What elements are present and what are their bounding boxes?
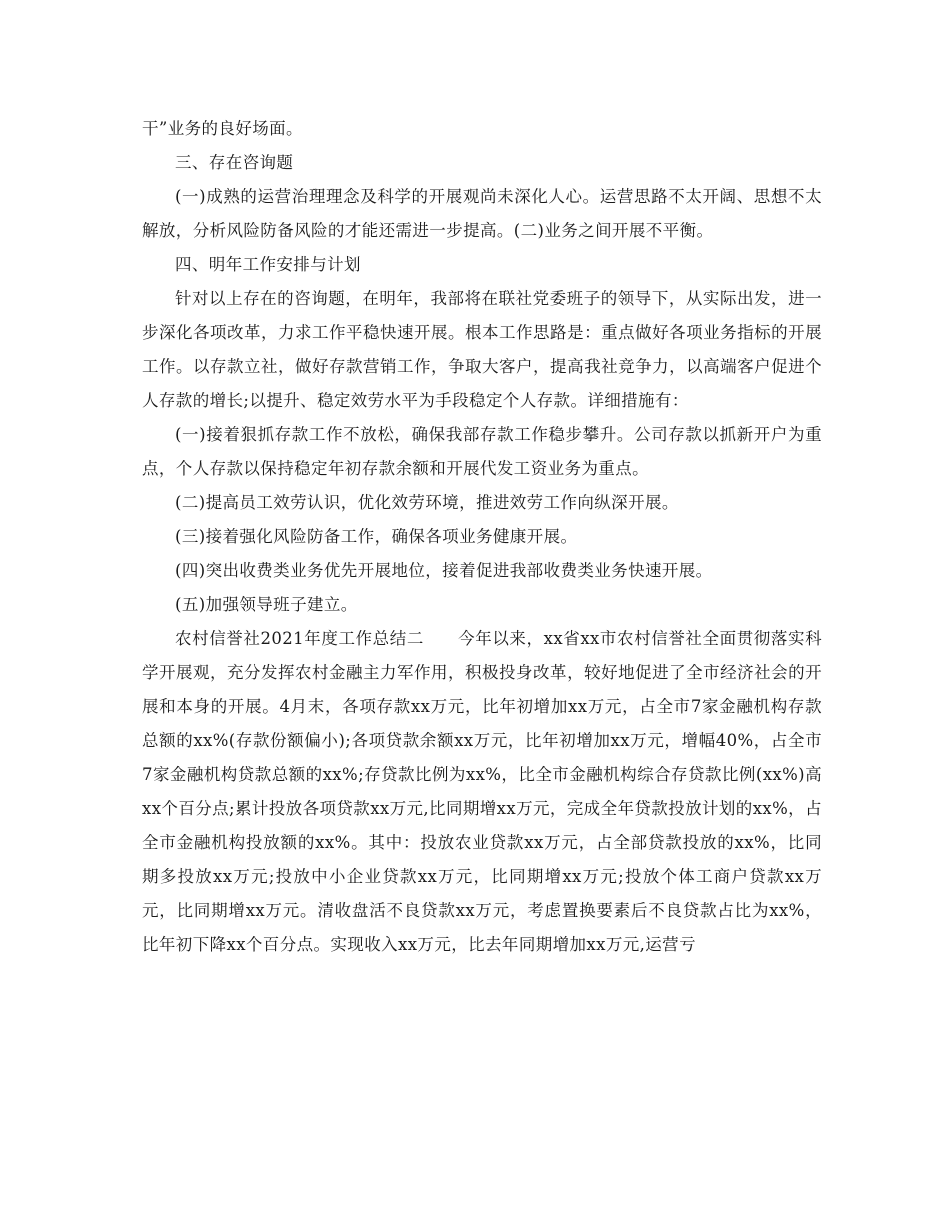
paragraph-summary-two: 农村信誉社2021年度工作总结二 今年以来，xx省xx市农村信誉社全面贯彻落实科学开展观，充分发挥农村金融主力军作用，积极投身改革，较好地促进了全市经济社会的开展和本身的开展。4月末，各项存款xx万元，比年初增加xx万元，占全市7家金融机构存款总额的xx%(存款份额偏小);各项贷款余额xx万元，比年初增加xx万元，增幅40%，占全市7家金融机构贷款总额的xx%;存贷款比例为xx%，比全市金融机构综合存贷款比例(xx%)高xx个百分点;累计投放各项贷款xx万元,比同期增xx万元，完成全年贷款投放计划的xx%，占全市金融机构投放额的xx%。其中：投放农业贷款xx万元，占全部贷款投放的xx%，比同期多投放xx万元;投放中小企业贷款xx万元，比同期增xx万元;投放个体工商户贷款xx万元，比同期增xx万元。清收盘活不良贷款xx万元，考虑置换要素后不良贷款占比为xx%，比年初下降xx个百分点。实现收入xx万元，比去年同期增加xx万元,运营亏 <box>142 629 822 954</box>
measure-item-5: (五)加强领导班子建立。 <box>175 595 358 614</box>
section-heading-plan: 四、明年工作安排与计划 <box>175 255 361 274</box>
paragraph-5: 针对以上存在的咨询题，在明年，我部将在联社党委班子的领导下，从实际出发，进一步深化各项改革，力求工作平稳快速开展。根本工作思路是：重点做好各项业务指标的开展工作。以存款立社，做好存款营销工作，争取大客户，提高我社竞争力，以高端客户促进个人存款的增长;以提升、稳定效劳水平为手段稳定个人存款。详细措施有： <box>142 289 822 410</box>
measure-item-1: (一)接着狠抓存款工作不放松，确保我部存款工作稳步攀升。公司存款以抓新开户为重点，个人存款以保持稳定年初存款余额和开展代发工资业务为重点。 <box>142 425 822 478</box>
paragraph-3: (一)成熟的运营治理理念及科学的开展观尚未深化人心。运营思路不太开阔、思想不太解放，分析风险防备风险的才能还需进一步提高。(二)业务之间开展不平衡。 <box>142 187 822 240</box>
measure-item-2: (二)提高员工效劳认识，优化效劳环境，推进效劳工作向纵深开展。 <box>175 493 679 512</box>
measure-item-4: (四)突出收费类业务优先开展地位，接着促进我部收费类业务快速开展。 <box>175 561 713 580</box>
document-body <box>142 112 822 962</box>
section-heading-problems: 三、存在咨询题 <box>175 153 294 172</box>
paragraph-1: 干”业务的良好场面。 <box>142 119 303 138</box>
measure-item-3: (三)接着强化风险防备工作，确保各项业务健康开展。 <box>175 527 578 546</box>
